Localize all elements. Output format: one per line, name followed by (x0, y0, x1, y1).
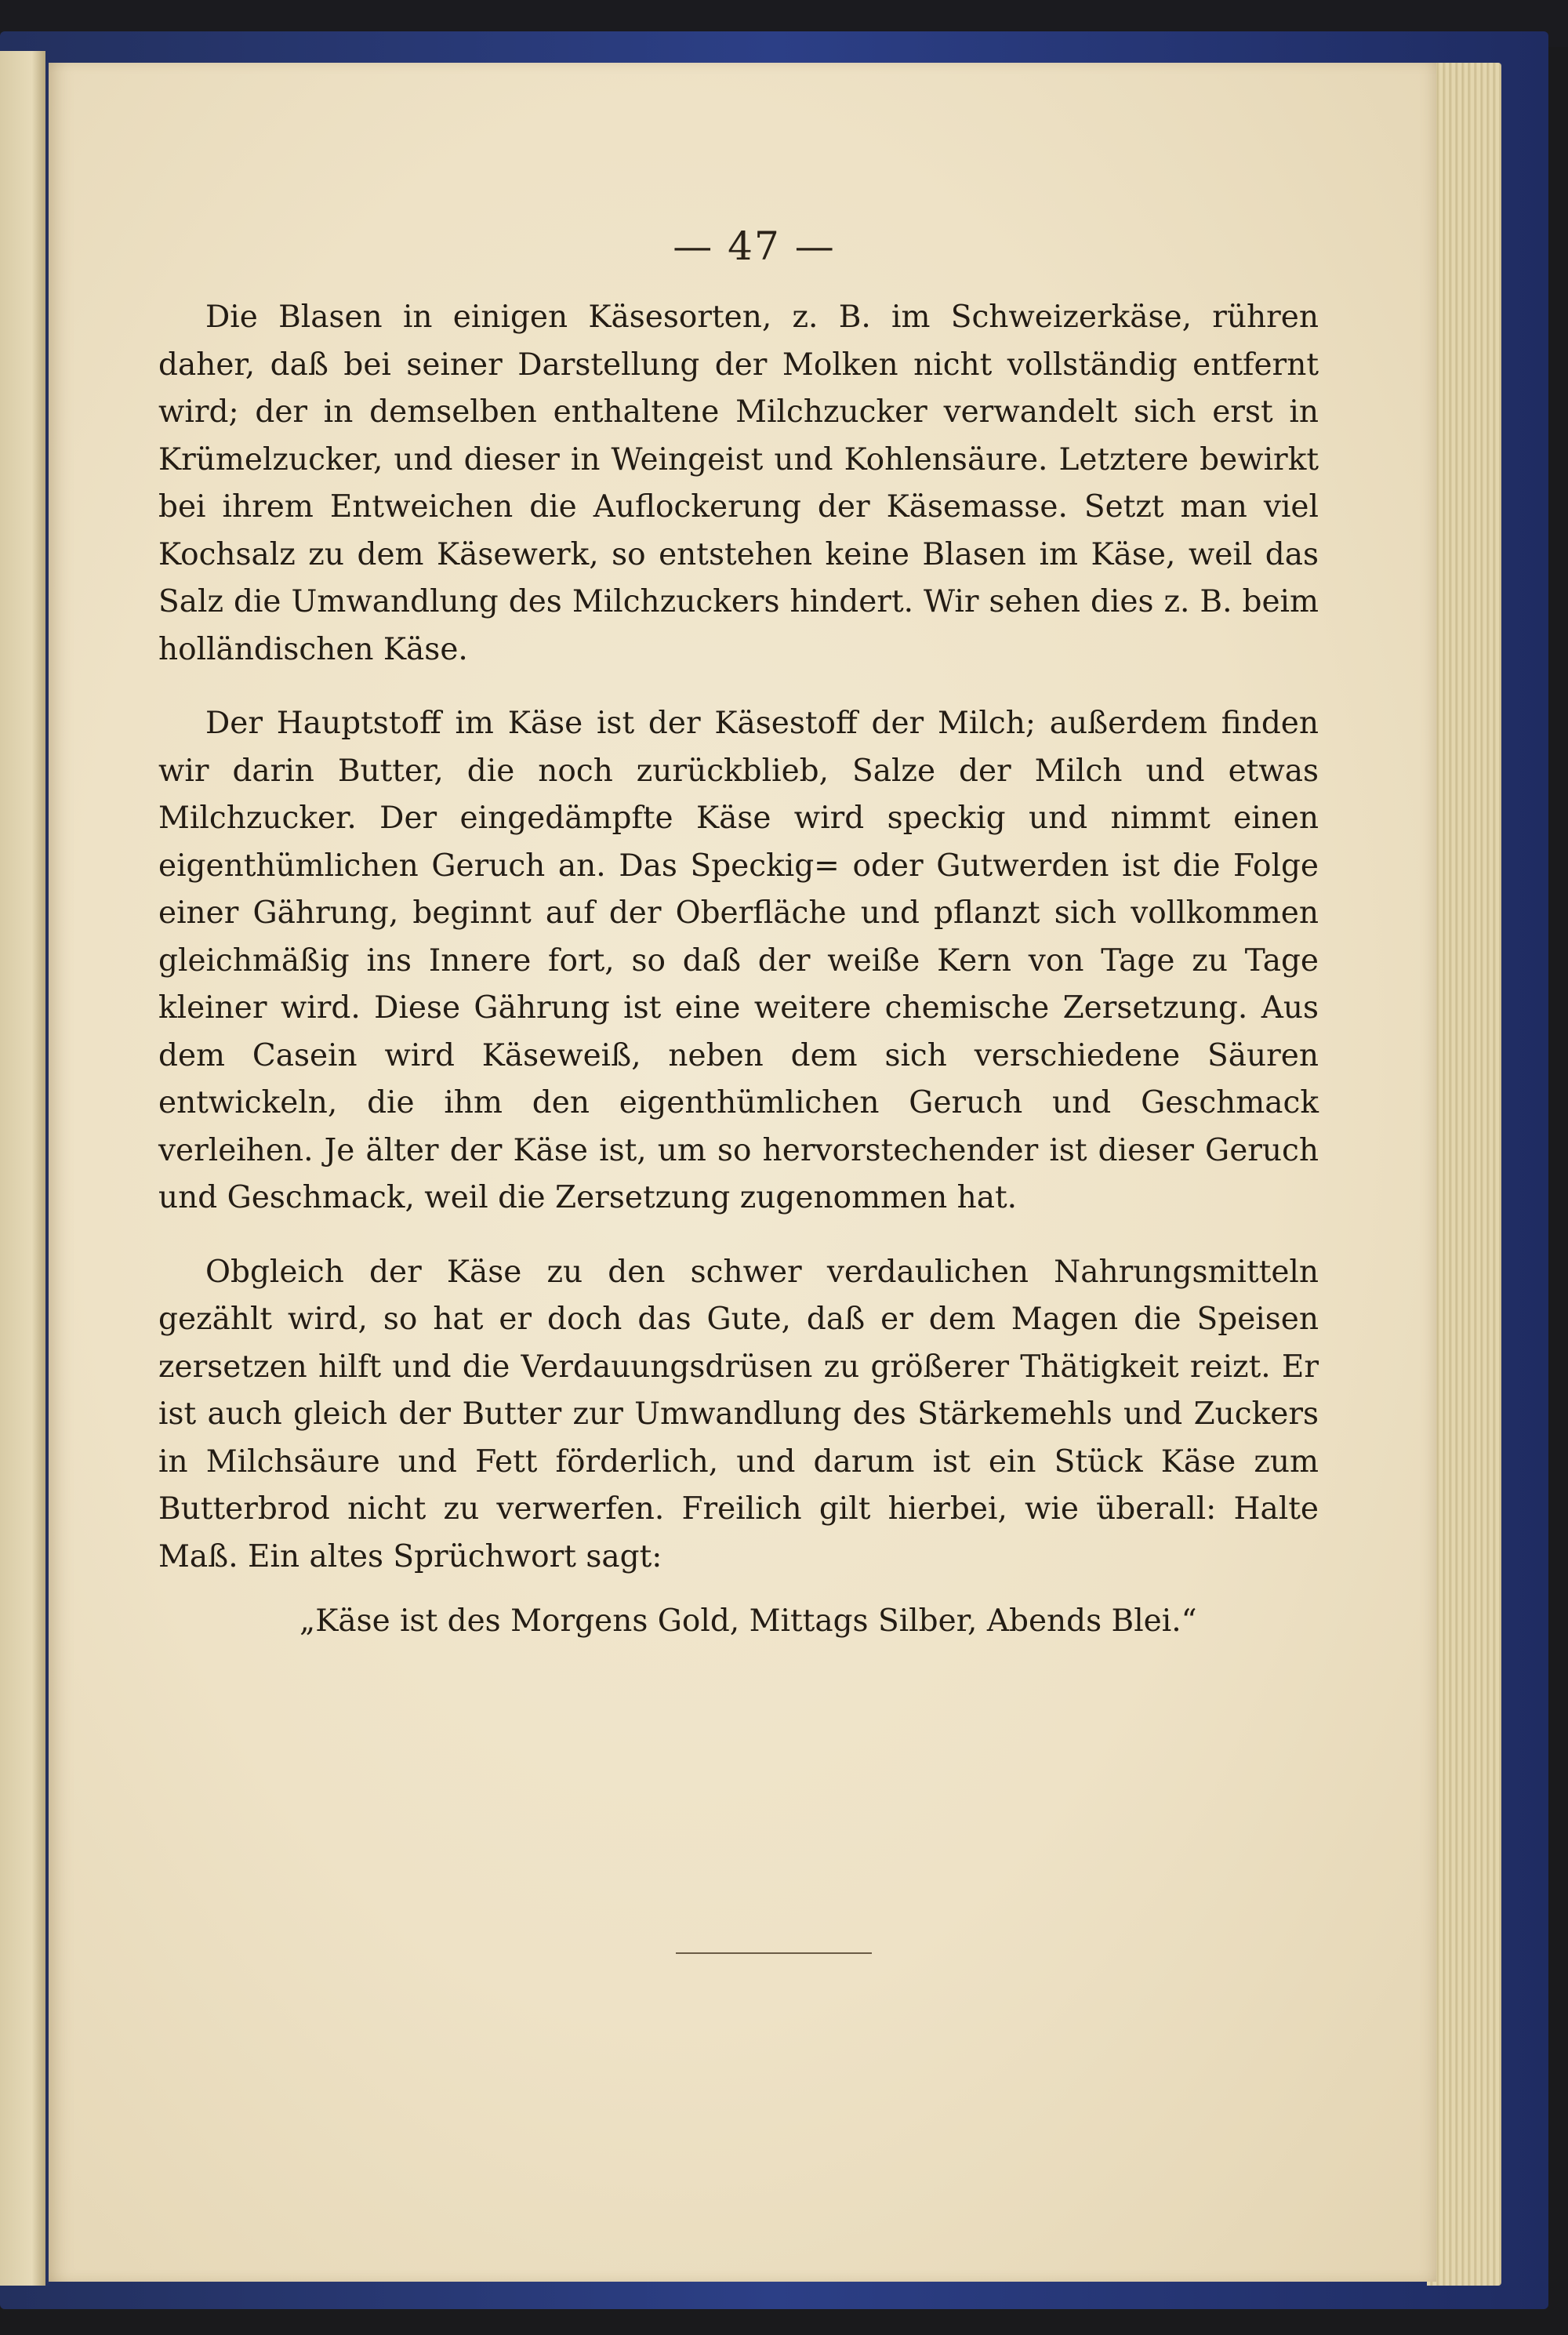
paragraph-cheese-substance: Der Hauptstoff im Käse ist der Käsestoff der Milch; außerdem finden wir darin Butter, die noch zurückblieb, Salze der Milch und etwas Milchzucker. Der eingedämpfte Käse wird speckig und nimmt einen eigenthümlichen Geruch an. Das Speckig= oder Gutwerden ist die Folge einer Gährung, beginnt auf der Oberfläche und pflanzt sich vollkommen gleichmäßig ins Innere fort, so daß der weiße Kern von Tage zu Tage kleiner wird. Diese Gährung ist eine weitere chemische Zersetzung. Aus dem Casein wird Käseweiß, neben dem sich verschiedene Säuren entwickeln, die ihm den eigenthümlichen Geruch und Geschmack verleihen. Je älter der Käse ist, um so hervorstechender ist dieser Geruch und Geschmack, weil die Zersetzung zugenommen hat. (158, 706, 1319, 1215)
body-text (158, 294, 1319, 1646)
section-rule (676, 1952, 872, 1954)
proverb-quote: „Käse ist des Morgens Gold, Mittags Silber, Abends Blei.“ (299, 1603, 1197, 1639)
paragraph-cheese-holes: Die Blasen in einigen Käsesorten, z. B. im Schweizerkäse, rühren daher, daß bei seiner Darstellung der Molken nicht vollständig entfernt wird; der in demselben enthaltene Milchzucker verwandelt sich erst in Krümelzucker, und dieser in Weingeist und Kohlensäure. Letztere bewirkt bei ihrem Entweichen die Auflockerung der Käsemasse. Setzt man viel Kochsalz zu dem Käsewerk, so entstehen keine Blasen im Käse, weil das Salz die Umwandlung des Milchzuckers hindert. Wir sehen dies z. B. beim holländischen Käse. (158, 300, 1319, 667)
page-block-edges (1427, 63, 1501, 2286)
paragraph-digestion: Obgleich der Käse zu den schwer verdaulichen Nahrungsmitteln gezählt wird, so hat er doch das Gute, daß er dem Magen die Speisen zersetzen hilft und die Verdauungsdrüsen zu größerer Thätigkeit reizt. Er ist auch gleich der Butter zur Umwandlung des Stärkemehls und Zuckers in Milchsäure und Fett förderlich, und darum ist ein Stück Käse zum Butterbrod nicht zu verwerfen. Freilich gilt hierbei, wie überall: Halte Maß. Ein altes Sprüchwort sagt: (158, 1254, 1319, 1574)
book-page (49, 63, 1436, 2282)
page-number: — 47 — (673, 223, 836, 269)
left-page-edge (0, 51, 45, 2286)
